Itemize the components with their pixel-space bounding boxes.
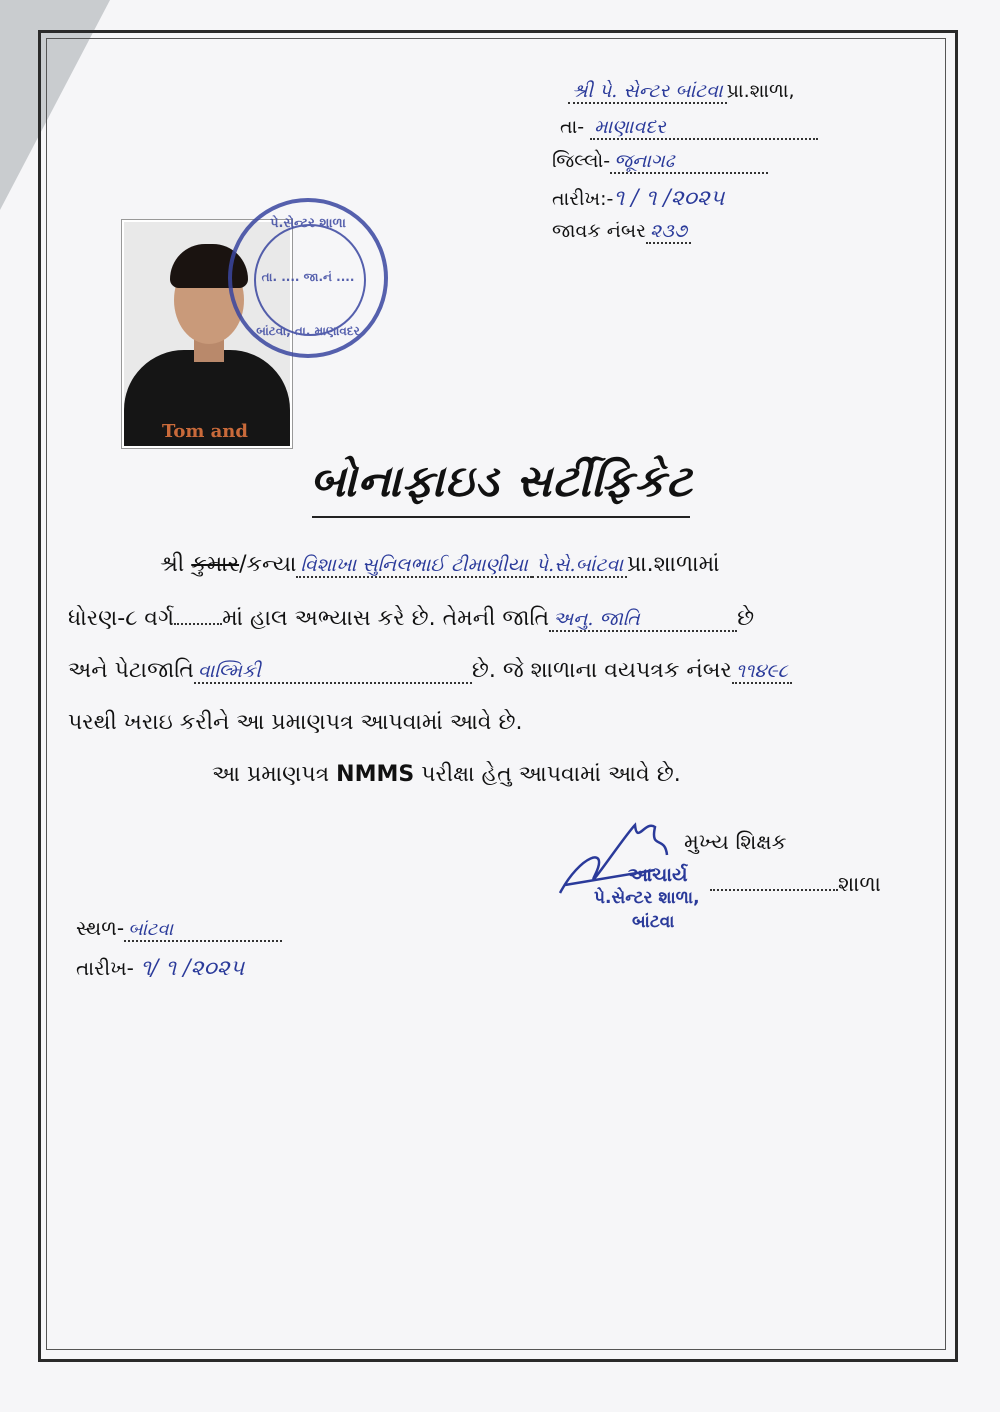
header-date-label: તારીખ:- <box>552 188 614 210</box>
class-blank <box>174 623 222 625</box>
header-school-line <box>568 80 795 104</box>
signature-role: મુખ્ય શિક્ષક <box>684 830 787 854</box>
signature-acharya: આચાર્ય <box>628 864 688 886</box>
header-district: જૂનાગઢ <box>610 150 768 174</box>
header-taluka: માણાવદર <box>590 116 818 140</box>
body-standard: ધોરણ-૮ વર્ગ <box>68 606 175 631</box>
student-name: વિશાખા સુનિલભાઈ ટીમાણીયા <box>296 554 531 578</box>
register-number: ૧૧૪૯૮ <box>732 660 792 684</box>
certificate-title: બોનાફાઇડ સર્ટીફિકેટ <box>310 456 693 507</box>
header-outward-no: ૨૩૭ <box>646 220 691 244</box>
header-date: ૧ / ૧ /૨૦૨૫ <box>613 186 725 211</box>
body-kanya: /કન્યા <box>239 552 297 577</box>
signature-stamp-place: બાંટવા <box>632 912 675 932</box>
body-purpose-suffix: પરીક્ષા હેતુ આપવામાં આવે છે. <box>421 762 681 787</box>
signature-stamp-school: પે.સેન્ટર શાળા, <box>594 888 700 908</box>
seal-text-bottom: બાંટવા, તા. માણાવદર <box>256 324 360 338</box>
signature-school-line <box>710 872 881 897</box>
exam-name: NMMS <box>336 762 415 787</box>
seal-text-top: પે.સેન્ટર શાળા <box>270 216 346 231</box>
student-school: પે.સે.બાંટવા <box>532 554 627 578</box>
signature-school-blank <box>710 889 838 891</box>
school-seal-stamp <box>228 198 388 358</box>
body-line-5 <box>212 762 681 787</box>
body-line-1 <box>160 552 720 578</box>
header-district-line <box>552 150 768 174</box>
footer-place-line <box>76 916 282 942</box>
header-school-suffix: પ્રા.શાળા, <box>726 80 795 102</box>
header-district-label: જિલ્લો- <box>552 150 611 172</box>
student-caste: અનુ. જાતિ <box>549 608 737 632</box>
title-underline <box>312 516 690 518</box>
header-taluka-label: તા- <box>560 116 585 138</box>
footer-date-label: તારીખ- <box>76 956 134 980</box>
header-school-name: શ્રી પે. સેન્ટર બાંટવા <box>568 80 727 104</box>
footer-place: બાંટવા <box>124 919 282 942</box>
footer-date-line <box>76 956 244 981</box>
body-prefix: શ્રી <box>160 552 185 577</box>
student-subcaste: વાલ્મિકી <box>194 660 472 684</box>
seal-text-mid: તા. .... જા.નં .... <box>261 270 355 284</box>
footer-place-label: સ્થળ- <box>76 916 125 940</box>
body-studying: માં હાલ અભ્યાસ કરે છે. તેમની જાતિ <box>222 606 550 631</box>
body-subcaste-label: અને પેટાજાતિ <box>68 658 194 683</box>
body-kumar-struck: કુમાર <box>191 552 240 577</box>
body-line-4: પરથી ખરાઇ કરીને આ પ્રમાણપત્ર આપવામાં આવે છે. <box>68 710 523 735</box>
footer-date: ૧/ ૧ /૨૦૨૫ <box>140 956 245 981</box>
body-purpose-prefix: આ પ્રમાણપત્ર <box>212 762 330 787</box>
body-line-3 <box>68 658 792 684</box>
header-outward-line <box>552 220 691 244</box>
header-taluka-line <box>560 116 818 140</box>
signature-school-suffix: શાળા <box>838 872 881 896</box>
body-register-label: છે. જે શાળાના વયપત્રક નંબર <box>471 658 732 683</box>
header-outward-label: જાવક નંબર <box>552 220 647 242</box>
header-date-line <box>552 186 724 211</box>
photo-shirt-text: Tom and <box>162 421 248 442</box>
body-is: છે <box>737 606 755 631</box>
body-school-suffix: પ્રા.શાળામાં <box>627 552 720 577</box>
body-line-2 <box>68 606 754 632</box>
